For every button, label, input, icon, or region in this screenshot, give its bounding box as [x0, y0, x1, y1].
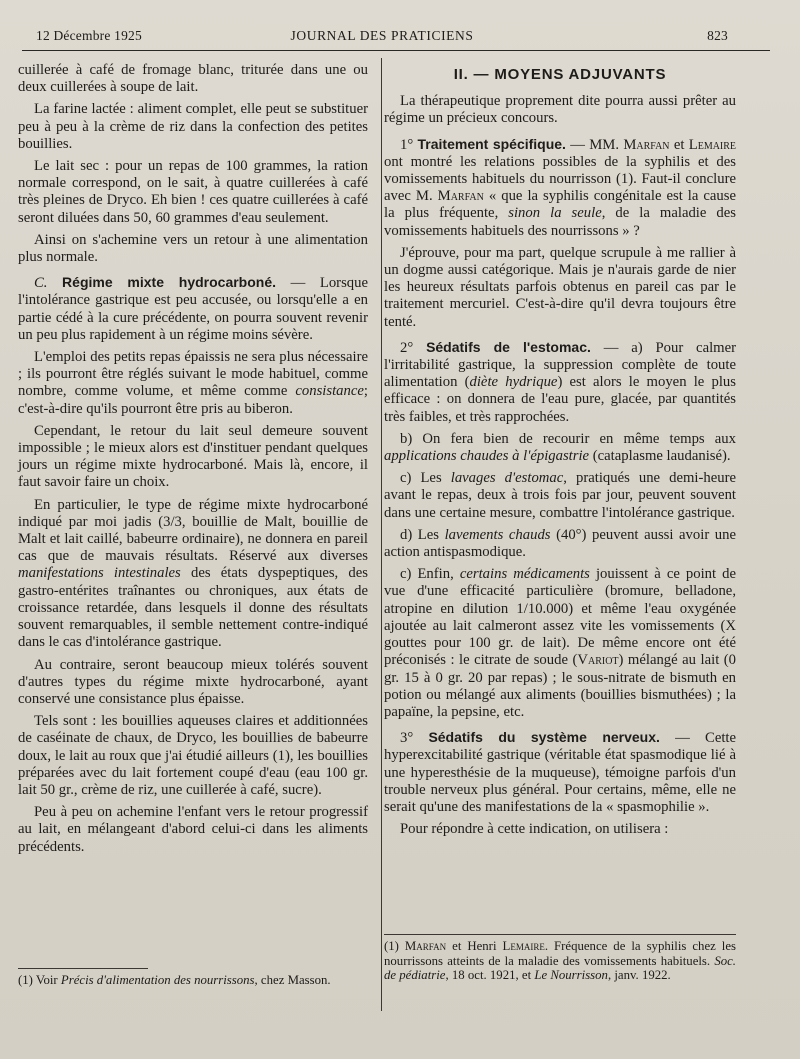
author-name: Marfan: [623, 136, 670, 153]
text-run: — a) Pour calmer l'irritabilité gastrique, la suppression complète de toute alimentation (: [384, 339, 737, 391]
paragraph: [18, 497, 368, 652]
text-run: ) est alors le moyen le plus efficace : on donnera de l'eau pure, glacée, par quantités très faibles, et très rapprochées.: [384, 374, 736, 425]
header-journal-title: JOURNAL DES PRATICIENS: [290, 28, 474, 43]
author-name: Variot: [577, 652, 619, 669]
text-run: b) On fera bien de recourir en même temps aux: [400, 430, 736, 447]
text-run: , chez Masson.: [254, 973, 331, 987]
paragraph: La farine lactée : aliment complet, elle peut se substituer peu à peu à la crème de riz dans la confection des petites bouillies.: [18, 101, 368, 152]
italic-run: applications chaudes à l'épigastrie: [384, 448, 590, 465]
text-run: , janv. 1922.: [607, 968, 671, 982]
text-run: (40°) peuvent aussi avoir une action antispasmodique.: [384, 526, 736, 561]
footnote-text: [384, 939, 736, 983]
subsection-2-paragraph: [384, 339, 736, 426]
text-run: « que la syphilis congénitale est la cause la plus fréquente,: [384, 188, 737, 222]
text-run: ; c'est-à-dire qu'ils pourront être pris au biberon.: [18, 383, 368, 417]
paragraph: Ainsi on s'achemine vers un retour à une alimentation plus normale.: [18, 231, 368, 266]
header-page-number: 823: [707, 28, 728, 43]
text-run: ) mélangé au lait (0 gr. 15 à 0 gr. 20 par repas) ; le sous-nitrate de bismuth en potion ou mélangé aux aliments (bouillies bismuthées) ; la papaïne, la pepsine, etc.: [384, 652, 737, 720]
column-divider: [381, 58, 382, 1011]
text-run: et: [673, 136, 685, 153]
running-header: [36, 28, 728, 48]
subsection-3-paragraph: [384, 729, 736, 816]
text-run: des états dyspeptiques, des gastro-entérites traînantes ou chroniques, aux états de croissance retardée, dans lesquels il donne des résultats souvent remarquables, il semble nettement contre-indiqué dans le cas d'intolérance gastrique.: [18, 565, 368, 651]
text-run: ont montré les relations possibles de la syphilis et des vomissements habituels du nourrisson (1). Faut-il conclure avec M.: [384, 153, 736, 205]
subsection-1-paragraph: [384, 136, 736, 240]
author-name: Lemaire: [502, 939, 545, 953]
section-label: C.: [34, 275, 48, 292]
paragraph: cuillerée à café de fromage blanc, triturée dans une ou deux cuillerées à soupe de lait.: [18, 62, 368, 96]
footnote-rule: [384, 934, 736, 935]
author-name: Marfan: [404, 939, 447, 953]
italic-run: lavages d'estomac: [450, 470, 564, 487]
section-heading: II. — MOYENS ADJUVANTS: [453, 66, 667, 83]
subsection-number: 1°: [400, 136, 414, 153]
text-run: c) Enfin,: [400, 566, 454, 583]
paragraph: [384, 527, 736, 561]
text-run: (1): [384, 939, 399, 953]
text-run: jouissent à ce point de vue d'une efficacité particulière (bromure, belladone, atropine en dilution 1/10.000) et même l'eau oxygénée ajoutée au lait calmeront assez vite les vomissements (X gouttes pour 100 gr. de lait). De même encore ont été préconisés : le citrate de soude (: [384, 566, 737, 669]
text-run: — MM.: [570, 136, 620, 153]
text-run: . Fréquence de la syphilis chez les nourrissons atteints de la maladie des vomissements habituels.: [384, 939, 737, 968]
paragraph: [384, 566, 736, 721]
header-rule: [22, 50, 770, 51]
paragraph: Au contraire, seront beaucoup mieux tolérés souvent d'autres types du régime mixte hydrocarboné, ayant conservé une consistance plus épaisse.: [18, 656, 368, 707]
footnote-rule: [18, 968, 148, 969]
text-run: , pratiqués une demi-heure avant le repas, deux à trois fois par jour, peuvent souvent dans une certaine mesure, combattre l'intolérance gastrique.: [384, 470, 737, 521]
subsection-number: 3°: [400, 730, 414, 747]
paragraph: [384, 431, 736, 465]
text-run: (cataplasme laudanisé).: [592, 448, 731, 465]
italic-run: Précis d'alimentation des nourrissons: [60, 973, 255, 987]
italic-run: Le Nourrisson: [534, 968, 608, 982]
author-name: Lemaire: [688, 136, 737, 153]
paragraph: Le lait sec : pour un repas de 100 grammes, la ration normale correspond, on le sait, à quatre cuillerées à café très pleines de Dryco. Eh bien ! ces quatre cuillerées à café seront diluées dans 50, 60 grammes d'eau seulement.: [18, 158, 368, 226]
header-date: 12 Décembre 1925: [36, 28, 142, 43]
italic-run: diète hydrique: [469, 374, 558, 391]
paragraph: Pour répondre à cette indication, on utilisera :: [400, 821, 669, 838]
text-run: L'emploi des petits repas épaissis ne sera plus nécessaire ; ils pourront être réglés suivant le mode habituel, comme nombre, comme volume, et même comme: [18, 349, 368, 400]
section-title: Régime mixte hydrocarboné.: [62, 274, 277, 291]
subsection-title: Traitement spécifique.: [417, 135, 566, 152]
paragraph: J'éprouve, pour ma part, quelque scrupule à me rallier à un dogme aussi catégorique. Mais je n'aurais garde de nier les heureux résultats parfois obtenus en pareil cas par le traitement mercuriel. C'est-à-dire qu'il devra toujours être tenté.: [384, 244, 736, 330]
section-text: — Lorsque l'intolérance gastrique est peu accusée, ou lorsqu'elle a en partie cédé à la cure précédente, on pourra souvent revenir un peu plus rapidement à un régime moins sévère.: [18, 275, 369, 343]
right-column: [384, 62, 736, 843]
italic-run: sinon la seule: [508, 205, 602, 222]
text-run: — Cette hyperexcitabilité gastrique (véritable état spasmodique lié à une hyperesthésie de la muqueuse), témoigne parfois d'un trouble nerveux plus général. Pour certains, même, elle ne serait qu'une des manifestations de la « spasmophilie ».: [384, 730, 737, 815]
paragraph: Peu à peu on achemine l'enfant vers le retour progressif au lait, en mélangeant d'abord celui-ci dans les aliments précédents.: [18, 804, 368, 855]
paragraph: [384, 470, 736, 522]
text-run: (1) Voir: [18, 973, 58, 987]
section-c-paragraph: [18, 274, 368, 344]
italic-run: manifestations intestinales: [18, 565, 181, 582]
text-run: c) Les: [400, 470, 442, 487]
text-run: et Henri: [452, 939, 497, 953]
italic-run: certains médicaments: [459, 566, 590, 583]
italic-run: lavements chauds: [444, 526, 551, 543]
text-run: d) Les: [400, 526, 440, 543]
paragraph: Cependant, le retour du lait seul demeure souvent impossible ; le mieux alors est d'instituer pendant quelques jours un régime mixte hydrocarboné. Mais là, encore, il faut savoir faire un choix.: [18, 422, 368, 491]
subsection-title: Sédatifs du système nerveux.: [428, 729, 660, 746]
italic-run: consistance: [295, 383, 364, 400]
text-run: En particulier, le type de régime mixte hydrocarboné indiqué par moi jadis (3/3, bouillie de Malt, bouillie de Malt et lait caillé, babeurre ordinaire), ne donnera en pareil cas que de mauvais résultats. Réservé aux diverses: [18, 496, 368, 565]
italic-run: Soc. de pédiatrie: [384, 953, 737, 982]
footnote-text: [18, 973, 368, 988]
paragraph: [18, 349, 368, 418]
text-run: , de la maladie des vomissements habituels des nourrissons » ?: [384, 205, 736, 239]
paragraph: Tels sont : les bouillies aqueuses claires et additionnées de caséinate de chaux, de Dryco, les bouillies de babeurre doux, le lait au roux que j'ai étudié ailleurs (1), les bouillies préparées avec du lait fortement coupé d'eau (eau 100 gr. lait 50 gr., crème de riz, une cuillerée à café, sucre).: [18, 713, 368, 798]
subsection-number: 2°: [400, 339, 414, 356]
text-run: , 18 oct. 1921, et: [445, 968, 532, 982]
right-footnote: [384, 928, 736, 983]
left-footnote: [18, 958, 368, 988]
author-name: Marfan: [437, 188, 484, 205]
paragraph: La thérapeutique proprement dite pourra aussi prêter au régime un précieux concours.: [384, 93, 736, 127]
left-column: [18, 62, 368, 861]
subsection-title: Sédatifs de l'estomac.: [426, 338, 591, 355]
